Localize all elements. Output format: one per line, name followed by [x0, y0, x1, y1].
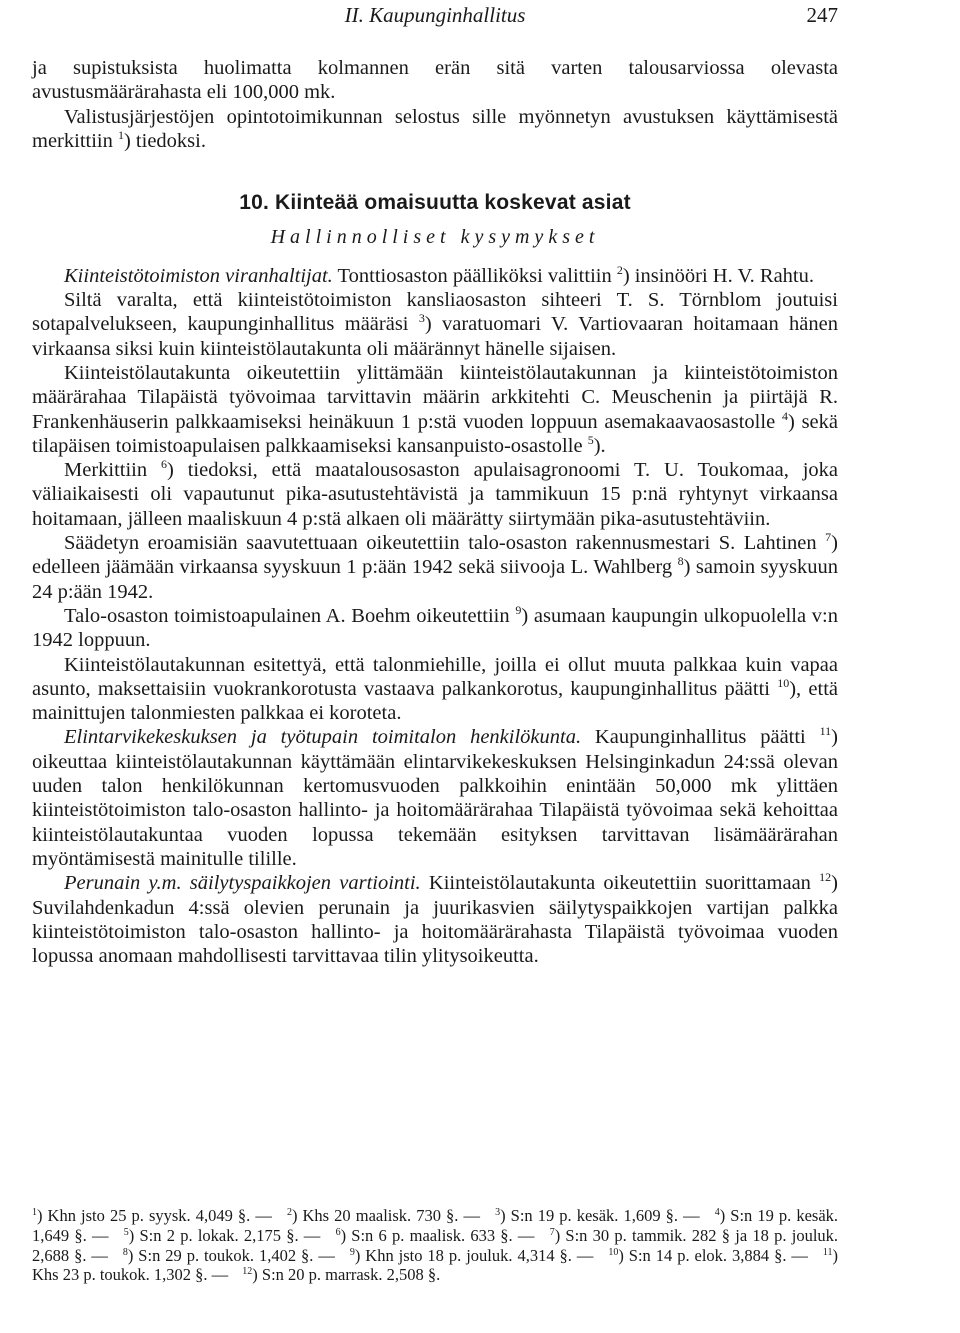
footnote-ref: 10	[777, 675, 790, 690]
footnote-ref: 5	[587, 432, 594, 447]
paragraph-4: Siltä varalta, että kiinteistötoimiston kansliaosaston sihteeri T. S. Törnblom joutuisi sotapalvelukseen, kaupunginhallitus määräsi $^3$) varatuomari V. Vartiovaaran hoitamaan hänen virkaansa siksi kuin kiinteistölautakunta oli määrännyt hänelle sijaisen.	[32, 289, 839, 360]
paragraph-lead: Perunain y.m. säilytyspaikkojen vartiointi.	[64, 872, 421, 895]
footnotes	[32, 1206, 838, 1285]
footnote-item: $^5$) S:n 2 p. lokak. 2,175 §. —	[123, 1225, 321, 1245]
page-number: 247	[806, 3, 838, 27]
footnote-item: $^7$) S:n 30 p. tammik. 282 § ja 18 p. jouluk. 2,688 §. —	[32, 1225, 839, 1265]
section-heading: 10. Kiinteää omaisuutta koskevat asiat	[239, 191, 631, 215]
footnote-ref: 8	[677, 554, 684, 569]
paragraph-lead: Elintarvikekeskuksen ja työtupain toimitalon henkilökunta.	[64, 726, 582, 749]
footnote-ref: 9	[515, 602, 522, 617]
footnote-ref: 4	[781, 408, 788, 423]
footnote-item: $^{10}$) S:n 14 p. elok. 3,884 §. —	[608, 1245, 808, 1265]
paragraph-1: ja supistuksista huolimatta kolmannen erän sitä varten talousarviossa olevasta avustusmäärärahasta eli 100,000 mk.	[32, 57, 838, 104]
footnote-item: $^{11}$) Khs 23 p. toukok. 1,302 §. —	[32, 1245, 839, 1285]
paragraph-9: Kiinteistölautakunnan esitettyä, että talonmiehille, joilla ei ollut muuta palkkaa kuin vapaa asunto, maksettaisiin vuokrankorotusta vastaava palkankorotus, kaupunginhallitus päätti $^{10}$), että mainittujen talonmiesten palkkaa ei koroteta.	[32, 653, 838, 725]
paragraph-8: Talo-osaston toimistoapulainen A. Boehm oikeutettiin $^9$) asumaan kaupungin ulkopuolella v:n 1942 loppuun.	[32, 602, 838, 652]
paragraph-3: Kiinteistötoimiston viranhaltijat. Tonttiosaston päälliköksi valittiin $^2$) insinööri H. V. Rahtu.	[64, 262, 815, 287]
footnote-item: $^6$) S:n 6 p. maalisk. 633 §. —	[335, 1225, 535, 1245]
footnote-ref: 11	[819, 724, 832, 739]
body-text	[32, 56, 838, 968]
paragraph-6: Merkittiin $^6$) tiedoksi, että maatalousosaston apulaisagronoomi T. U. Toukomaa, joka väliaikaisesti oli vapautunut pika-asutustehtävistä ja tammikuun 15 p:nä ryhtynyt virkaansa hoitamaan, jälleen maaliskuun 4 p:stä alkaen oli määrätty siirtymään pika-asutustehtäviin.	[32, 457, 839, 530]
paragraph-lead: Kiinteistötoimiston viranhaltijat.	[64, 264, 333, 287]
footnote-item: $^2$) Khs 20 maalisk. 730 §. —	[286, 1206, 481, 1225]
footnote-ref: 6	[161, 457, 168, 472]
paragraph-11: Perunain y.m. säilytyspaikkojen vartiointi. Kiinteistölautakunta oikeutettiin suorittamaan $^{12}$) Suvilahdenkadun 4:ssä olevien perunain ja juurikasvien säilytyspaikkojen vartijan palkka kiinteistötoimiston talo-osaston hallinto- ja hoitomäärärahasta Tilapäistä työvoimaa vuoden lopussa anomaan mahdollisesti tarvittavaa tilin ylitysoikeutta.	[32, 870, 838, 968]
paragraph-5: Kiinteistölautakunta oikeutettiin ylittämään kiinteistölautakunnan ja kiinteistötoimiston määrärahaa Tilapäistä työvoimaa tarvittavin määrin arkkitehti C. Meuschenin ja piirtäjä R. Frankenhäuserin palkkaamiseksi heinäkuun 1 p:stä vuoden loppuun asemakaavaosastolle $^4$) sekä tilapäisen toimistoapulaisen palkkaamiseksi kansanpuisto-osastolle $^5$).	[32, 361, 839, 457]
footnote-ref: 2	[616, 262, 623, 277]
footnote-ref: 12	[819, 870, 832, 885]
footnote-item: $^4$) S:n 19 p. kesäk. 1,649 §. —	[32, 1206, 839, 1245]
paragraph-10: Elintarvikekeskuksen ja työtupain toimitalon henkilökunta. Kaupunginhallitus päätti $^{11}$) oikeuttaa kiinteistölautakunnan käyttämään elintarvikekeskuksen Helsinginkadun 24:ssä olevan uuden talon henkilökunnan kertomusvuoden palkkoihin enintään 50,000 mk ylittäen kiinteistötoimiston talo-osaston hallinto- ja hoitomäärärahaa Tilapäistä työvoimaa sekä kehoittaa kiinteistölautakuntaa vuoden lopussa tekemään esityksen tarvittavan lisämäärärahan myöntämisestä mainitulle tilille.	[32, 724, 838, 870]
footnote-item: $^8$) S:n 29 p. toukok. 1,402 §. —	[122, 1245, 335, 1265]
footnote-ref: 1	[117, 127, 124, 142]
footnote-item: $^3$) S:n 19 p. kesäk. 1,609 §. —	[495, 1206, 700, 1225]
footnote-ref: 7	[825, 530, 832, 545]
running-header	[32, 2, 838, 28]
chapter-title: II. Kaupunginhallitus	[344, 3, 526, 27]
footnote-item: $^{12}$) S:n 20 p. marrask. 2,508 §.	[242, 1265, 441, 1285]
footnote-ref: 3	[418, 311, 425, 326]
subsection-heading: Hallinnolliset kysymykset	[270, 226, 600, 249]
paragraph-2: Valistusjärjestöjen opintotoimikunnan selostus sille myönnetyn avustuksen käyttämisestä merkittiin $^1$) tiedoksi.	[32, 105, 838, 152]
footnote-item: $^9$) Khn jsto 18 p. jouluk. 4,314 §. —	[349, 1245, 594, 1265]
paragraph-7: Säädetyn eroamisiän saavutettuaan oikeutettiin talo-osaston rakennusmestari S. Lahtinen $^7$) edelleen jäämään virkaansa syyskuun 1 p:ään 1942 sekä siivooja L. Wahlberg $^8$) samoin syyskuun 24 p:ään 1942.	[32, 530, 838, 603]
footnote-item: $^1$) Khn jsto 25 p. syysk. 4,049 §. —	[32, 1206, 272, 1225]
